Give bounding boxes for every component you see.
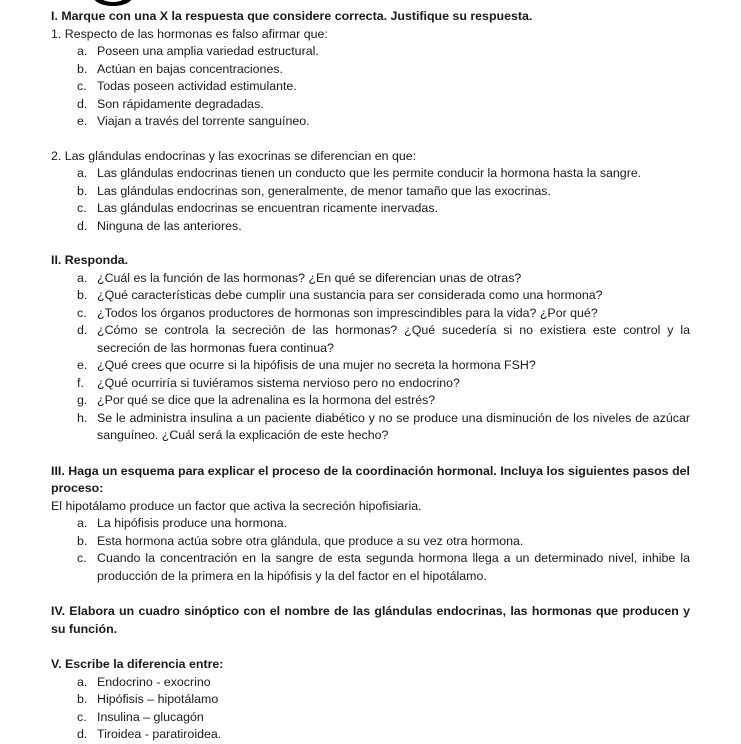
option-marker: b. [77,288,88,302]
option-text: Esta hormona actúa sobre otra glándula, que produce a su vez otra hormona. [97,533,524,548]
list-item [51,375,690,393]
question-number-1: 1. Respecto de las hormonas es falso afirmar que: [51,26,328,41]
option-list-q2 [51,165,690,235]
option-marker: c. [77,305,87,320]
option-marker: c. [77,79,87,93]
option-marker: f. [77,375,84,390]
list-item [51,533,690,551]
clipped-glyph-artifact [93,0,133,6]
spacer [51,445,690,463]
list-item [51,709,690,727]
list-item [51,287,690,305]
option-text: ¿Todos los órganos productores de hormonas son imprescindibles para la vida? ¿Por qué? [97,305,598,320]
option-text: ¿Cuál es la función de las hormonas? ¿En qué se diferencian unas de otras? [97,270,522,285]
option-marker: h. [77,410,88,425]
list-item [51,515,690,533]
spacer [51,131,690,148]
option-marker: b. [77,692,88,706]
option-text: Son rápidamente degradadas. [97,96,264,111]
section-heading-2: II. Responda. [51,253,129,267]
option-marker: c. [77,551,87,565]
option-marker: a. [77,44,88,58]
option-list-q1 [51,43,690,131]
list-item [51,674,690,692]
list-item [51,410,690,445]
list-item [51,691,690,709]
section-heading-4: IV. Elabora un cuadro sinóptico con el nombre de las glándulas endocrinas, las hormonas que producen y su función. [51,604,690,636]
option-marker: g. [77,393,88,407]
option-list-section3 [51,515,690,585]
list-item [51,270,690,288]
spacer [51,585,690,603]
list-item [51,322,690,357]
option-text: Viajan a través del torrente sanguíneo. [97,114,310,128]
option-marker: b. [77,533,88,548]
option-marker: d. [77,96,88,111]
option-text: ¿Por qué se dice que la adrenalina es la hormona del estrés? [97,393,436,407]
option-text: Poseen una amplia variedad estructural. [97,44,319,58]
option-marker: c. [77,709,87,724]
option-marker: a. [77,270,88,285]
list-item [51,726,690,744]
option-marker: d. [77,323,88,337]
option-text: Actúan en bajas concentraciones. [97,61,283,76]
option-marker: c. [77,201,87,215]
list-item [51,43,690,61]
option-text: ¿Qué crees que ocurre si la hipófisis de una mujer no secreta la hormona FSH? [97,358,536,372]
list-item [51,550,690,585]
option-marker: a. [77,674,88,689]
option-text: Endocrino - exocrino [97,674,211,689]
list-item [51,183,690,201]
list-item [51,165,690,183]
option-text: Ninguna de las anteriores. [97,218,242,233]
option-text: ¿Qué características debe cumplir una sustancia para ser considerada como una hormona? [97,288,603,302]
option-text: Hipófisis – hipotálamo [97,692,219,706]
option-text: Las glándulas endocrinas tienen un conducto que les permite conducir la hormona hasta la sangre. [97,166,642,180]
list-item [51,78,690,96]
option-text: Insulina – glucagón [97,709,204,724]
option-text: Se le administra insulina a un paciente diabético y no se produce una disminución de los niveles de azúcar sanguíneo. ¿Cuál será la explicación de este hecho? [97,410,690,442]
section-heading-3: III. Haga un esquema para explicar el proceso de la coordinación hormonal. Incluya los siguientes pasos del proceso: [51,463,690,495]
option-marker: e. [77,114,88,128]
option-marker: b. [77,61,88,76]
option-text: Tiroidea - paratiroidea. [97,727,222,741]
list-item [51,113,690,131]
option-marker: d. [77,218,88,233]
option-list-section2 [51,270,690,445]
option-marker: e. [77,358,88,372]
section-heading-1: I. Marque con una X la respuesta que considere correcta. Justifique su respuesta. [51,9,533,23]
option-text: La hipófisis produce una hormona. [97,516,288,530]
list-item [51,218,690,236]
option-list-section5 [51,674,690,744]
question-number-2: 2. Las glándulas endocrinas y las exocrinas se diferencian en que: [51,148,417,163]
option-marker: a. [77,166,88,180]
option-marker: a. [77,516,88,530]
list-item [51,96,690,114]
document-body [51,8,690,744]
list-item [51,200,690,218]
list-item [51,305,690,323]
section-3-lead: El hipotálamo produce un factor que activa la secreción hipofisiaria. [51,498,422,513]
section-heading-5: V. Escribe la diferencia entre: [51,657,224,671]
option-marker: b. [77,183,88,198]
spacer [51,638,690,656]
option-text: Todas poseen actividad estimulante. [97,79,297,93]
list-item [51,392,690,410]
list-item [51,357,690,375]
list-item [51,61,690,79]
option-text: Cuando la concentración en la sangre de esta segunda hormona llega a un determinado nivel, inhibe la producción de la primera en la hipófisis y la del factor en el hipotálamo. [97,551,690,583]
option-text: ¿Qué ocurriría si tuviéramos sistema nervioso pero no endocrino? [97,375,460,390]
option-text: Las glándulas endocrinas se encuentran ricamente inervadas. [97,201,438,215]
spacer [51,235,690,252]
option-marker: d. [77,727,88,741]
option-text: ¿Cómo se controla la secreción de las hormonas? ¿Qué sucedería si no existiera este control y la secreción de las hormonas fuera continua? [97,323,690,355]
option-text: Las glándulas endocrinas son, generalmente, de menor tamaño que las exocrinas. [97,183,551,198]
